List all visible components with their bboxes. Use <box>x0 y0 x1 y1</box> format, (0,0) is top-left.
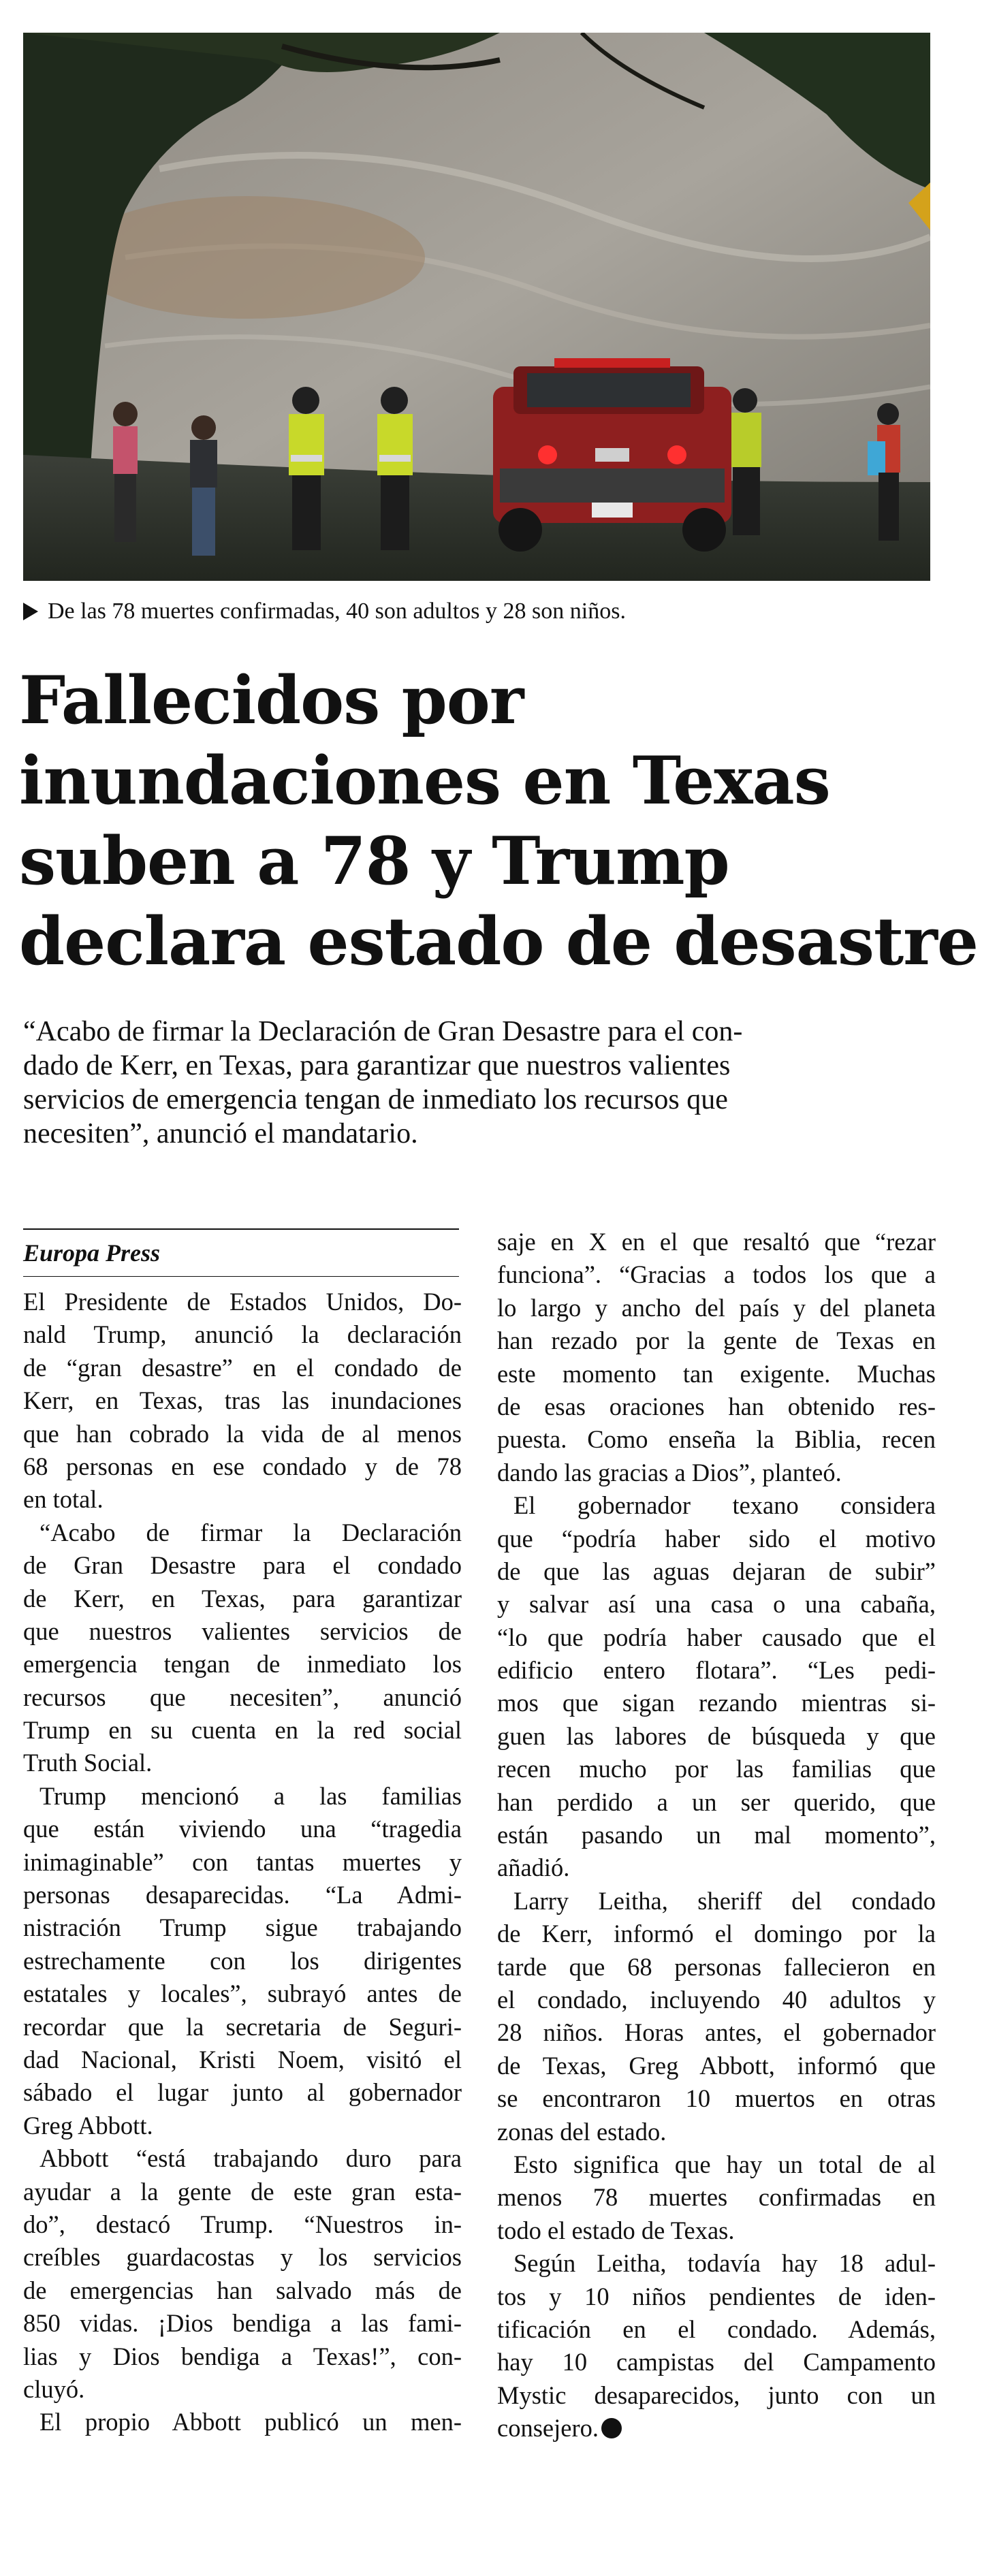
body-text-line: dando las gracias a Dios”, planteó. <box>497 1458 842 1486</box>
body-text-line: el condado, incluyendo 40 adultos y <box>497 1985 936 2014</box>
flood-rescue-photo <box>23 33 930 581</box>
body-text-line: nistración Trump sigue trabajando <box>23 1913 462 1942</box>
body-text-line: funciona”. “Gracias a todos los que a <box>497 1260 936 1289</box>
body-text-line: El gobernador texano considera <box>513 1491 936 1520</box>
body-text-line: personas desaparecidas. “La Admi- <box>23 1881 462 1909</box>
body-text-line: se encontraron 10 muertos en otras <box>497 2084 936 2113</box>
deck-summary <box>23 1015 977 1151</box>
body-text-line: zonas del estado. <box>497 2117 667 2146</box>
photo-caption <box>23 591 936 632</box>
body-text-line: tarde que 68 personas fallecieron en <box>497 1952 936 1981</box>
body-text-line: tificación en el condado. Además, <box>497 2315 936 2343</box>
body-text-line: estatales y locales”, subrayó antes de <box>23 1979 462 2008</box>
headline-line: Fallecidos por <box>19 662 524 739</box>
deck-line: necesiten”, anunció el mandatario. <box>23 1118 418 1149</box>
body-text-line: Trump en su cuenta en la red social <box>23 1716 462 1745</box>
body-text-line: saje en X en el que resaltó que “rezar <box>497 1228 936 1256</box>
body-text-line: Mystic desaparecidos, junto con un <box>497 2381 936 2409</box>
body-text-line: han perdido a un ser querido, que <box>497 1787 936 1816</box>
headline <box>19 661 986 982</box>
body-text-line: cluyó. <box>23 2374 85 2403</box>
deck-line: “Acabo de firmar la Declaración de Gran Desastre para el con- <box>23 1016 743 1047</box>
body-text-line: están pasando un mal momento”, <box>497 1821 936 1849</box>
caption-text: De las 78 muertes confirmadas, 40 son adultos y 28 son niños. <box>48 599 626 624</box>
body-text-line: Según Leitha, todavía hay 18 adul- <box>513 2249 936 2278</box>
body-text-line: dad Nacional, Kristi Noem, visitó el <box>23 2045 462 2073</box>
body-text-line: Abbott “está trabajando duro para <box>39 2144 462 2173</box>
end-of-article-icon <box>601 2418 622 2438</box>
body-text-line: 68 personas en ese condado y de 78 <box>23 1452 462 1480</box>
headline-line: suben a 78 y Trump <box>19 823 729 900</box>
body-text-line: hay 10 campistas del Campamento <box>497 2348 936 2376</box>
body-text-line: lias y Dios bendiga a Texas!”, con- <box>23 2342 462 2370</box>
body-text-line: consejero. <box>497 2412 936 2445</box>
body-text-line: tos y 10 niños pendientes de iden- <box>497 2282 936 2310</box>
body-text-line: de “gran desastre” en el condado de <box>23 1353 462 1382</box>
body-column-right <box>497 1226 936 2445</box>
fire-truck <box>493 358 731 552</box>
photo-illustration <box>23 33 930 581</box>
body-text-line: recen mucho por las familias que <box>497 1755 936 1783</box>
body-text-line: de que las aguas dejaran de subir” <box>497 1557 936 1585</box>
body-text-line: Kerr, en Texas, tras las inundaciones <box>23 1386 462 1415</box>
body-text-line: Greg Abbott. <box>23 2111 153 2140</box>
byline: Europa Press <box>23 1239 161 1267</box>
body-text-line: recordar que la secretaria de Seguri- <box>23 2012 462 2041</box>
body-text-line: de Kerr, informó el domingo por la <box>497 1920 936 1948</box>
body-text-line: El propio Abbott publicó un men- <box>39 2408 462 2436</box>
body-text-line: en total. <box>23 1485 104 1514</box>
body-text-line: todo el estado de Texas. <box>497 2216 735 2244</box>
deck-line: dado de Kerr, en Texas, para garantizar que nuestros valientes <box>23 1050 731 1081</box>
body-text-line: Esto significa que hay un total de al <box>513 2150 936 2178</box>
body-text-line: de Texas, Greg Abbott, informó que <box>497 2051 936 2080</box>
body-text-line: y salvar así una casa o una cabaña, <box>497 1590 936 1619</box>
body-text-line: sábado el lugar junto al gobernador <box>23 2078 462 2107</box>
body-text-line: de Kerr, en Texas, para garantizar <box>23 1584 462 1612</box>
body-text-line: que están viviendo una “tragedia <box>23 1815 462 1843</box>
body-text-line: Truth Social. <box>23 1749 153 1777</box>
body-text-line: lo largo y ancho del país y del planeta <box>497 1293 936 1322</box>
body-text-line: recursos que necesiten”, anunció <box>23 1683 462 1711</box>
body-text-line: 850 vidas. ¡Dios bendiga a las fami- <box>23 2309 462 2338</box>
body-text-line: Larry Leitha, sheriff del condado <box>513 1886 936 1915</box>
body-text-line: 28 niños. Horas antes, el gobernador <box>497 2018 936 2047</box>
body-text-line: añadió. <box>497 1854 570 1882</box>
body-text-line: han rezado por la gente de Texas en <box>497 1326 936 1355</box>
body-text-line: que han cobrado la vida de al menos <box>23 1419 462 1448</box>
body-text-line: “lo que podría haber causado que el <box>497 1623 936 1651</box>
body-text-line: mos que sigan rezando mientras si- <box>497 1689 936 1717</box>
body-text-line: creíbles guardacostas y los servicios <box>23 2243 462 2272</box>
body-text-line: inimaginable” con tantas muertes y <box>23 1847 462 1876</box>
body-text-line: edificio entero flotara”. “Les pedi- <box>497 1656 936 1685</box>
body-text-line: El Presidente de Estados Unidos, Do- <box>23 1288 462 1316</box>
byline-rule <box>23 1228 459 1230</box>
body-text-line: menos 78 muertes confirmadas en <box>497 2183 936 2212</box>
body-text-line: emergencia tengan de inmediato los <box>23 1650 462 1679</box>
body-column-left <box>23 1286 462 2439</box>
body-text-line: que nuestros valientes servicios de <box>23 1617 462 1645</box>
body-text-line: de esas oraciones han obtenido res- <box>497 1392 936 1420</box>
deck-line: servicios de emergencia tengan de inmediato los recursos que <box>23 1084 728 1115</box>
body-text-line: este momento tan exigente. Muchas <box>497 1359 936 1388</box>
body-text-line: Trump mencionó a las familias <box>39 1781 462 1810</box>
headline-line: inundaciones en Texas <box>19 742 830 819</box>
headline-line: declara estado de desastre <box>19 903 978 980</box>
byline-divider <box>23 1276 459 1277</box>
body-text-line: que “podría haber sido el motivo <box>497 1524 936 1553</box>
body-text-line: de Gran Desastre para el condado <box>23 1551 462 1580</box>
body-text-line: guen las labores de búsqueda y que <box>497 1721 936 1750</box>
body-text-line: ayudar a la gente de este gran esta- <box>23 2177 462 2206</box>
body-text-line: “Acabo de firmar la Declaración <box>39 1518 462 1546</box>
body-text-line: de emergencias han salvado más de <box>23 2276 462 2304</box>
body-text-line: nald Trump, anunció la declaración <box>23 1320 462 1349</box>
body-text-line: estrechamente con los dirigentes <box>23 1946 462 1975</box>
body-text-line: puesta. Como enseña la Biblia, recen <box>497 1425 936 1454</box>
caption-triangle-icon <box>23 603 38 620</box>
body-text-line: do”, destacó Trump. “Nuestros in- <box>23 2210 462 2238</box>
